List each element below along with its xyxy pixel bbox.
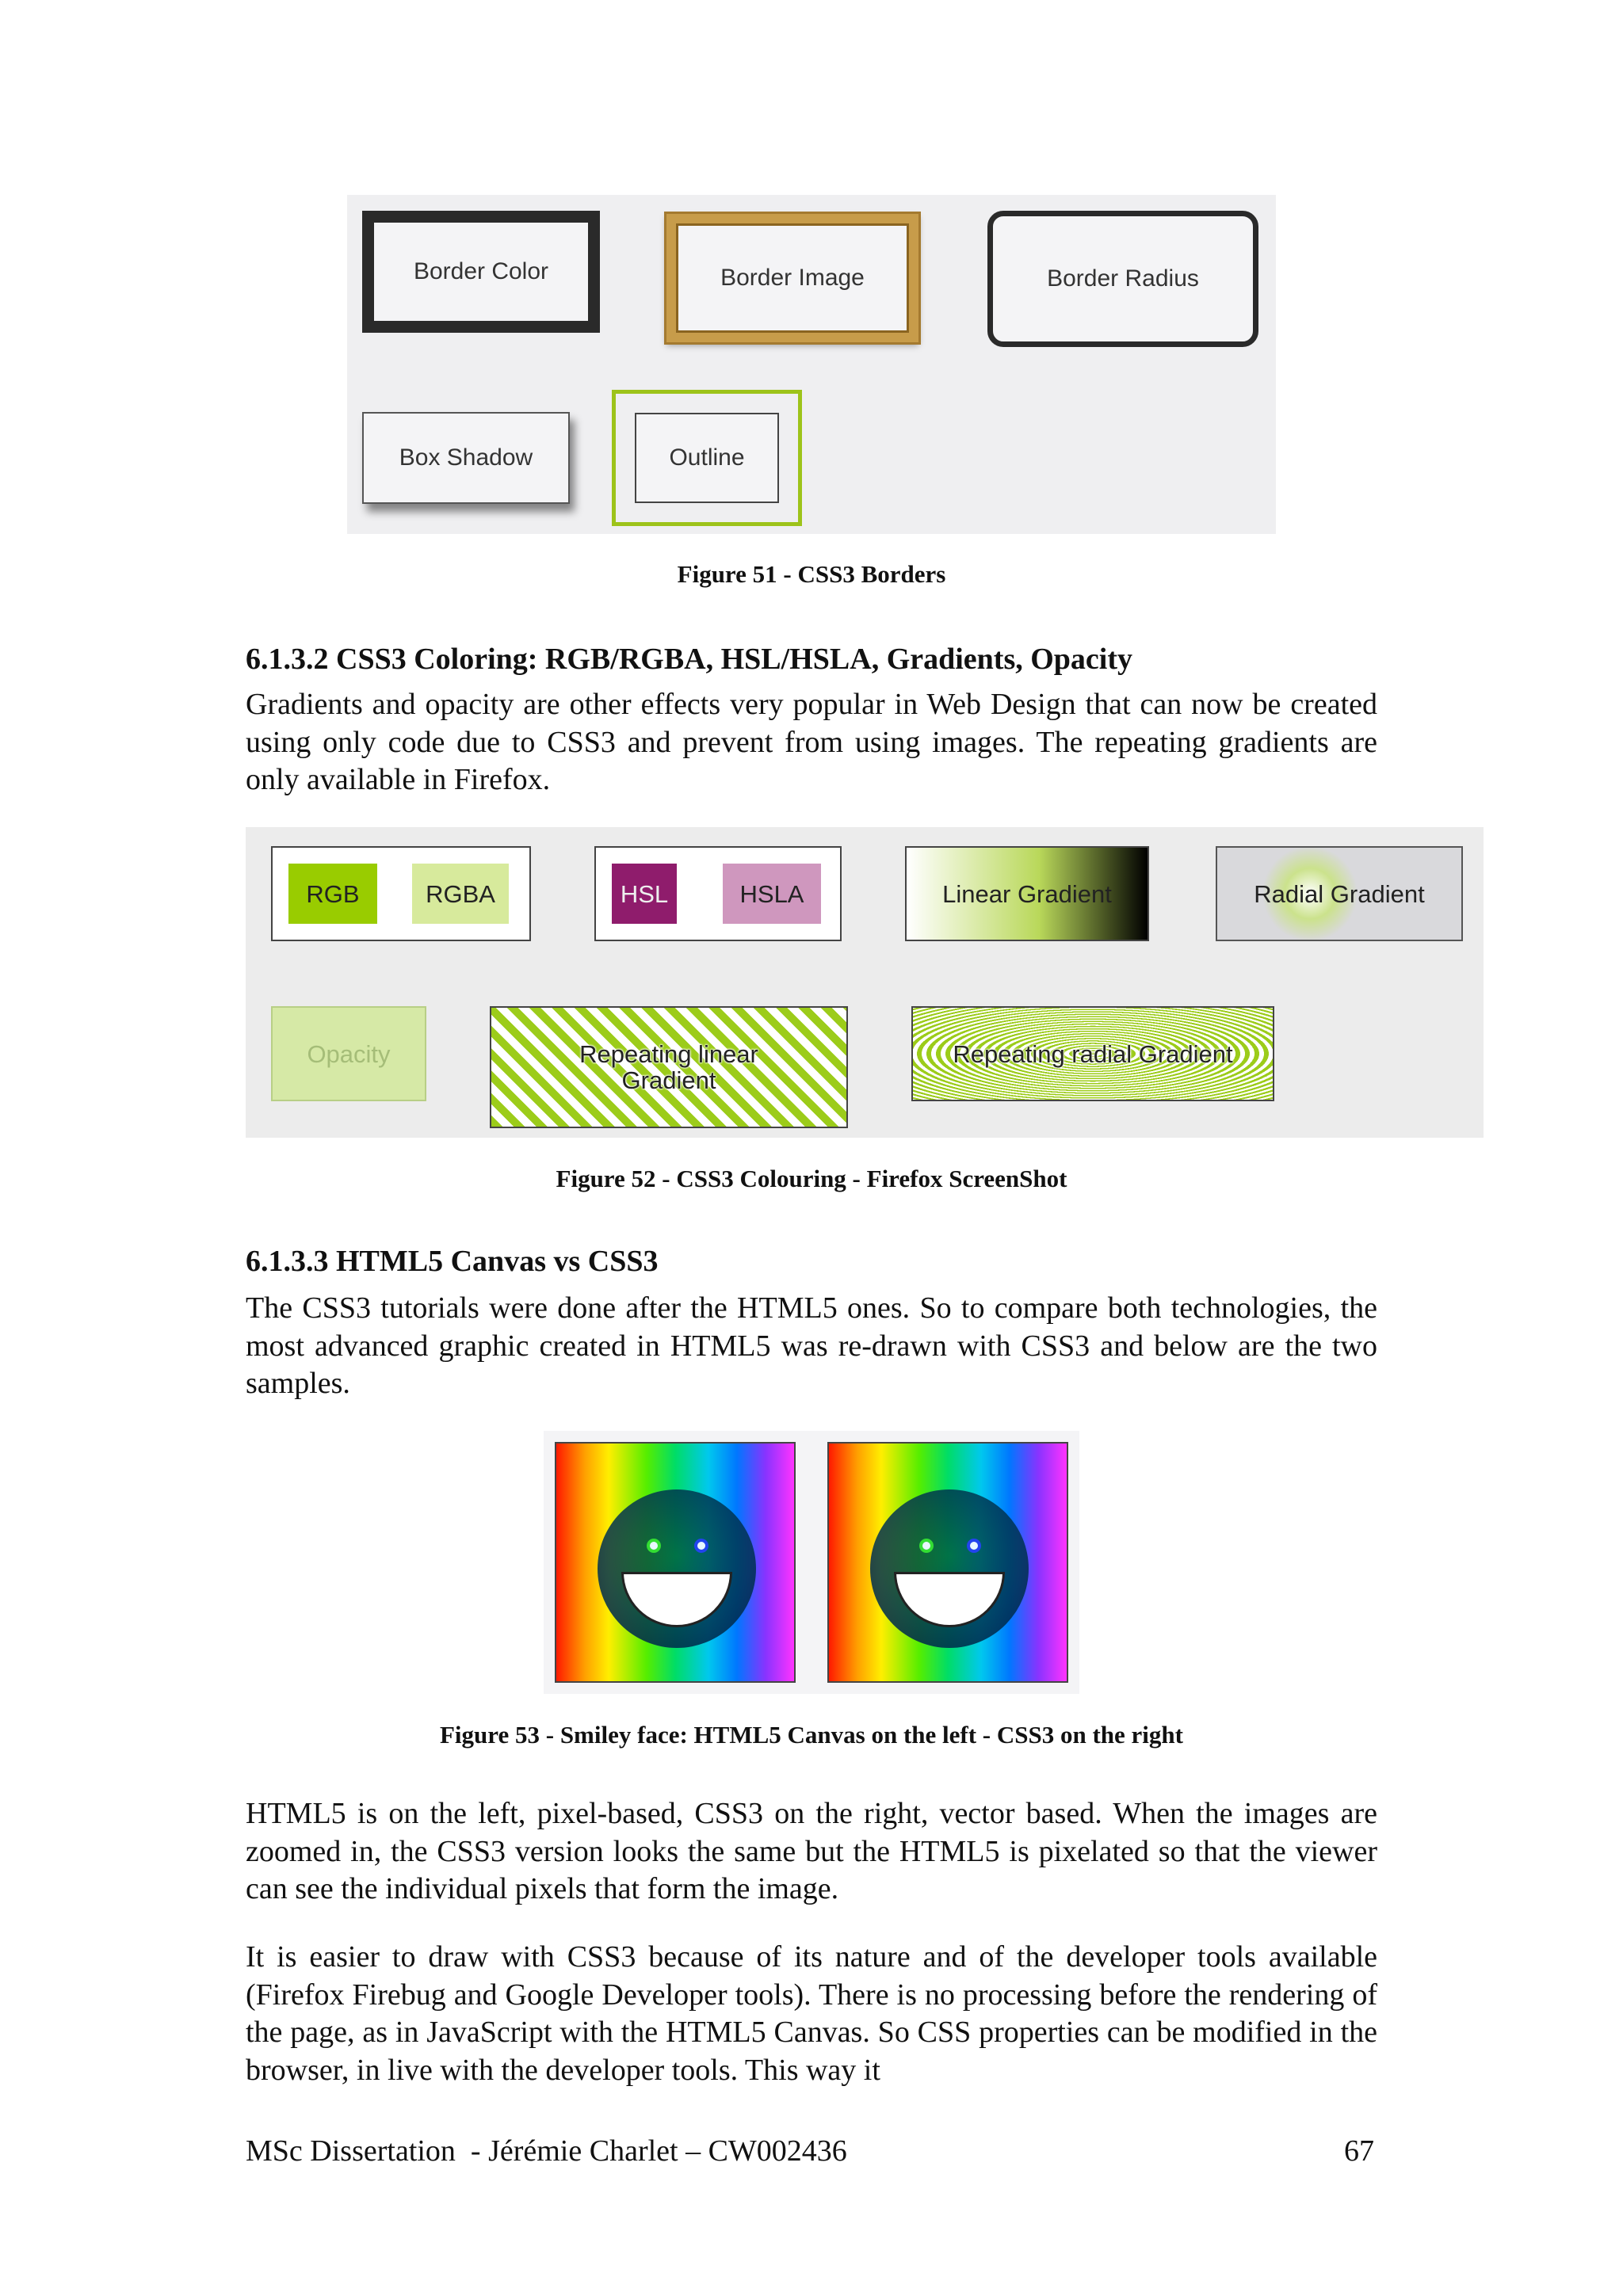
figure-53-caption: Figure 53 - Smiley face: HTML5 Canvas on the left - CSS3 on the right [440, 1721, 1183, 1749]
opacity-box [271, 1006, 426, 1101]
rgba-swatch [412, 864, 509, 924]
border-color-label: Border Color [413, 258, 549, 284]
hsl-frame [594, 846, 842, 941]
border-image-label: Border Image [720, 265, 865, 291]
right-eye [694, 1539, 708, 1553]
repeating-linear-gradient-box [490, 1006, 848, 1128]
rgb-frame [271, 846, 531, 941]
outline-label: Outline [669, 444, 745, 471]
smile-mouth [621, 1572, 732, 1627]
left-eye [647, 1539, 661, 1553]
smiley-face-icon [870, 1489, 1029, 1648]
outline-frame [612, 390, 802, 526]
repeating-radial-gradient-box [911, 1006, 1274, 1101]
hsla-swatch [723, 864, 821, 924]
border-color-box [362, 211, 600, 333]
hsl-swatch [612, 864, 677, 924]
section-heading-canvas: 6.1.3.3 HTML5 Canvas vs CSS3 [246, 1245, 659, 1278]
border-image-box [666, 214, 918, 342]
left-eye [919, 1539, 934, 1553]
box-shadow-box [362, 412, 570, 504]
radial-gradient-box [1216, 846, 1463, 941]
outline-box [635, 413, 779, 503]
footer-author: MSc Dissertation - Jérémie Charlet – CW002436 [246, 2134, 847, 2168]
radial-gradient-label: Radial Gradient [1254, 879, 1425, 908]
linear-gradient-box [905, 846, 1149, 941]
figure-51-caption: Figure 51 - CSS3 Borders [677, 560, 946, 588]
rgba-label: RGBA [426, 879, 495, 908]
hsl-label: HSL [620, 879, 669, 908]
right-eye [967, 1539, 981, 1553]
opacity-label: Opacity [307, 1039, 391, 1068]
rgb-swatch [288, 864, 377, 924]
rgb-label: RGB [306, 879, 360, 908]
body-paragraph-dev-tools: It is easier to draw with CSS3 because of its nature and of the developer tools available (Firefox Firebug and Google Developer tools). There is no processing before the rendering of the page, as in JavaScript with the HTML5 Canvas. So CSS properties can be modified in the browser, in live with the developer tools. This way it [246, 1940, 1377, 2087]
css3-smiley [827, 1442, 1068, 1683]
body-paragraph-pixel-vs-vector: HTML5 is on the left, pixel-based, CSS3 on the right, vector based. When the images are zoomed in, the CSS3 version looks the same but the HTML5 is pixelated so that the viewer can see the individual pixels that form the image. [246, 1797, 1377, 1905]
canvas-paragraph: The CSS3 tutorials were done after the HTML5 ones. So to compare both technologies, the most advanced graphic created in HTML5 was re-drawn with CSS3 and below are the two samples. [246, 1291, 1377, 1400]
html5-canvas-smiley [555, 1442, 796, 1683]
smile-mouth [894, 1572, 1005, 1627]
box-shadow-label: Box Shadow [399, 444, 533, 471]
hsla-label: HSLA [739, 879, 804, 908]
coloring-paragraph: Gradients and opacity are other effects very popular in Web Design that can now be created using only code due to CSS3 and prevent from using images. The repeating gradients are only available in Firefox. [246, 688, 1377, 796]
section-heading-coloring: 6.1.3.2 CSS3 Coloring: RGB/RGBA, HSL/HSLA, Gradients, Opacity [246, 643, 1133, 676]
page-number: 67 [1344, 2134, 1374, 2168]
figure-52-caption: Figure 52 - CSS3 Colouring - Firefox ScreenShot [556, 1165, 1067, 1192]
border-radius-box [987, 211, 1258, 347]
repeating-linear-label: Repeating linear Gradient [579, 1040, 758, 1094]
figure-css3-colouring [246, 827, 1484, 1138]
figure-css3-borders [347, 195, 1276, 534]
linear-gradient-label: Linear Gradient [942, 879, 1112, 908]
border-radius-label: Border Radius [1047, 265, 1199, 292]
figure-smiley-faces [544, 1431, 1079, 1694]
repeating-radial-label: Repeating radial Gradient [953, 1039, 1233, 1068]
smiley-face-icon [598, 1489, 756, 1648]
